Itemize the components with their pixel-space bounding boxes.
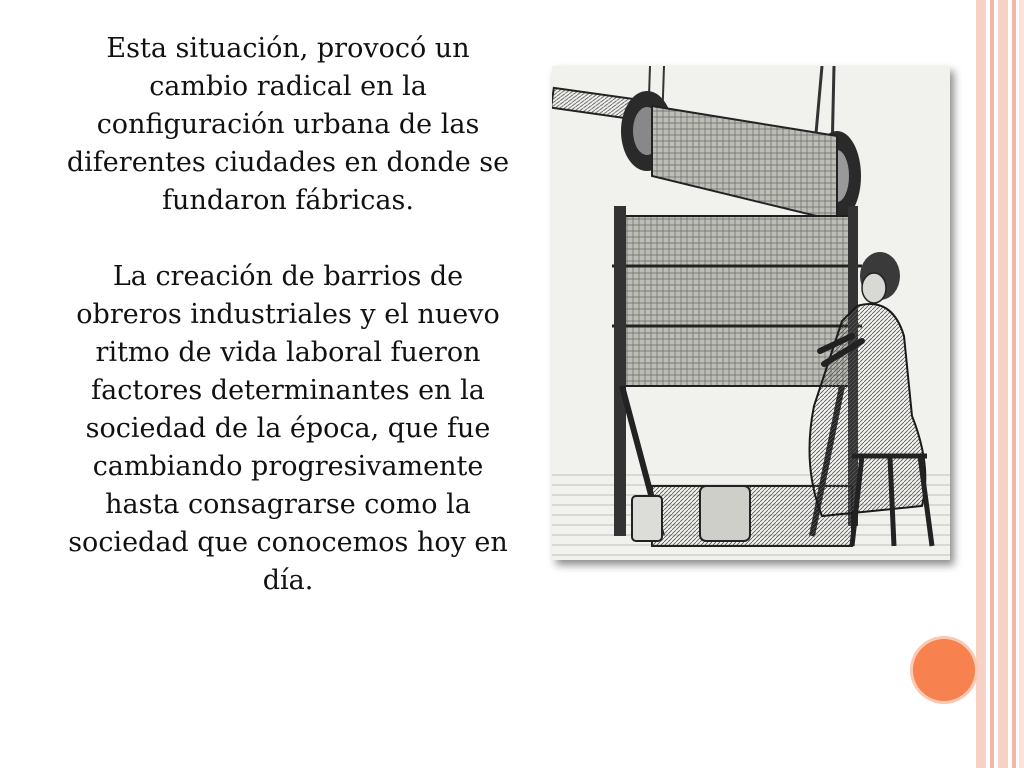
decorative-stripe [1012,0,1016,768]
loom-engraving-icon [552,66,950,560]
decorative-stripe [998,0,1008,768]
decorative-stripe [990,0,994,768]
paragraph-urban-change: Esta situación, provocó un cambio radical en la configuración urbana de las diferentes ciudades en donde se fundaron fábricas. [66,33,510,216]
decorative-stripe [1019,0,1024,768]
slide-text-box [60,30,516,600]
loom-illustration [552,66,950,560]
decorative-stripe [976,0,986,768]
accent-circle [913,639,975,701]
paragraph-worker-neighborhoods: La creación de barrios de obreros industriales y el nuevo ritmo de vida laboral fueron factores determinantes en la sociedad de la época, que fue cambiando progresivamente hasta consagrarse como la sociedad que conocemos hoy en día. [68,261,508,596]
